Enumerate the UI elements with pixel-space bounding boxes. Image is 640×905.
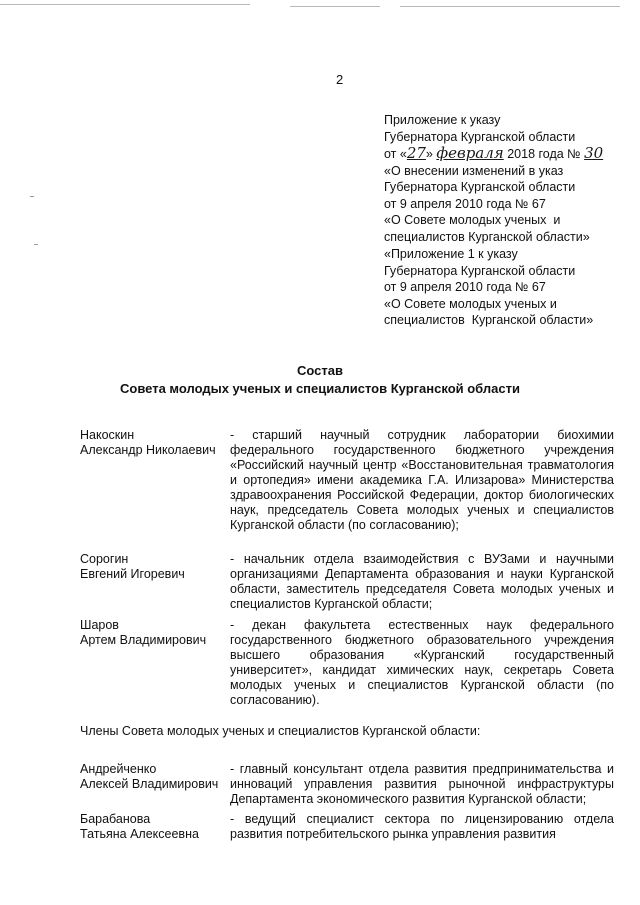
- title-line: Совета молодых ученых и специалистов Курганской области: [120, 381, 520, 396]
- scan-artifact-line: [290, 6, 380, 7]
- appendix-date-line: [384, 145, 603, 163]
- member-name: Андрейченко Алексей Владимирович: [80, 762, 219, 791]
- appendix-date-year: 2018 года №: [503, 147, 585, 161]
- member-description: - главный консультант отдела развития предпринимательства и инноваций управления развития рыночной инфраструктуры Департамента экономического развития Курганской области;: [230, 762, 614, 806]
- member-description: - старший научный сотрудник лаборатории биохимии федерального государственного бюджетного учреждения «Российский научный центр «Восстановительная травматология и ортопедия» имени академика Г.А. Илизарова» Министерства здравоохранения Российской Федерации, доктор биологических наук, председатель Совета молодых ученых и специалистов Курганской области (по согласованию);: [230, 428, 614, 532]
- appendix-original-header: [384, 246, 593, 329]
- appendix-line: «О Совете молодых ученых и: [384, 296, 557, 311]
- appendix-header: [384, 112, 603, 245]
- member-description: - ведущий специалист сектора по лицензированию отдела развития потребительского рынка управления развития: [230, 812, 614, 841]
- appendix-line: Приложение к указу: [384, 113, 501, 127]
- scan-margin-mark: [30, 196, 34, 197]
- appendix-date-prefix: от «: [384, 147, 407, 161]
- appendix-line: Губернатора Курганской области: [384, 129, 576, 144]
- page-number: 2: [336, 72, 344, 87]
- scan-artifact-line: [0, 4, 250, 5]
- appendix-line: «О Совете молодых ученых и: [384, 213, 561, 227]
- member-name: Шаров Артем Владимирович: [80, 618, 207, 647]
- title-line: Состав: [297, 363, 343, 378]
- appendix-line: от 9 апреля 2010 года № 67: [384, 196, 546, 211]
- appendix-line: «Приложение 1 к указу: [384, 247, 518, 261]
- scan-margin-mark: [34, 244, 38, 245]
- member-name: Накоскин Александр Николаевич: [80, 428, 216, 457]
- appendix-line: специалистов Курганской области»: [384, 229, 590, 244]
- appendix-line: от 9 апреля 2010 года № 67: [384, 280, 546, 294]
- appendix-date-mid: »: [425, 147, 437, 161]
- handwritten-number: 30: [584, 144, 604, 162]
- appendix-line: специалистов Курганской области»: [384, 313, 594, 327]
- member-name: Барабанова Татьяна Алексеевна: [80, 812, 199, 841]
- member-description: - начальник отдела взаимодействия с ВУЗами и научными организациями Департамента образования и науки Курганской области, заместитель председателя Совета молодых ученых и специалистов Курганской области;: [230, 552, 614, 611]
- member-description: - декан факультета естественных наук федерального государственного бюджетного образовательного учреждения высшего образования «Курганский государственный университет», кандидат химических наук, секретарь Совета молодых ученых и специалистов Курганской области (по согласованию).: [230, 618, 614, 707]
- scan-artifact-line: [400, 6, 620, 7]
- member-name: Сорогин Евгений Игоревич: [80, 552, 185, 581]
- appendix-line: Губернатора Курганской области: [384, 263, 576, 278]
- document-title: [0, 362, 640, 398]
- appendix-line: «О внесении изменений в указ: [384, 163, 564, 178]
- handwritten-month: февраля: [436, 144, 504, 162]
- appendix-line: Губернатора Курганской области: [384, 180, 576, 194]
- members-heading: Члены Совета молодых ученых и специалистов Курганской области:: [80, 724, 481, 738]
- handwritten-day: 27: [406, 144, 426, 162]
